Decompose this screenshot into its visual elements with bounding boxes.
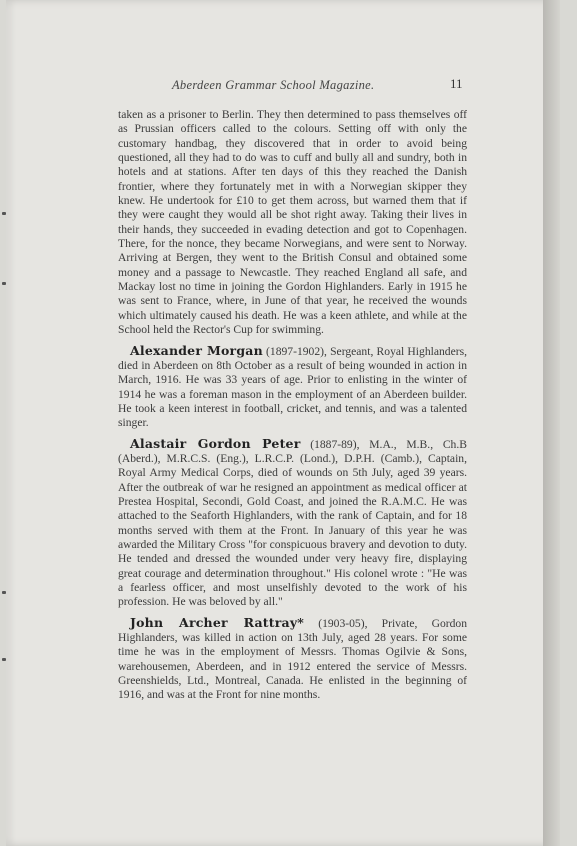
entry-name: John Archer Rattray* (130, 614, 305, 630)
page-binding-edge (543, 0, 560, 846)
entry-name: Alexander Morgan (130, 342, 263, 358)
entry-details: (1887-89), M.A., M.B., Ch.B (Aberd.), M.R.C.S. (Eng.), L.R.C.P. (Lond.), D.P.H. (Camb.), Captain, Royal Army Medical Corps, died of wounds on 5th July, aged 39 years. After the outbreak of war he resigned an appointment as medical officer at Prestea Hospital, Secondi, Gold Coast, and joined the R.A.M.C. He was attached to the Seaforth Highlanders, with the rank of Captain, and for 18 months served with them at the Front. In January of this year he was awarded the Military Cross "for conspicuous bravery and devotion to duty. He tended and dressed the wounded under very heavy fire, displaying great courage and determination throughout." His colonel wrote : "He was a fearless officer, and most unselfishly devoted to the work of his profession. He was beloved by all." (118, 437, 467, 609)
body-text (118, 108, 467, 703)
margin-mark (2, 282, 6, 285)
entry-name: Alastair Gordon Peter (130, 435, 301, 451)
obituary-entry (118, 437, 467, 610)
obituary-entry (118, 344, 467, 431)
entry-details: (1903-05), Private, Gordon Highlanders, was killed in action on 13th July, aged 28 years. For some time he was in the employment of Messrs. Thomas Ogilvie & Sons, warehousemen, Aberdeen, and in 1912 entered the service of Messrs. Greenshields, Ltd., Montreal, Canada. He enlisted in the beginning of 1916, and was at the Front for nine months. (118, 616, 467, 702)
margin-mark (2, 212, 6, 215)
obituary-entry (118, 616, 467, 703)
margin-mark (2, 658, 6, 661)
margin-mark (2, 591, 6, 594)
running-title: Aberdeen Grammar School Magazine. (172, 78, 375, 92)
page-number: 11 (450, 76, 463, 91)
continued-paragraph: taken as a prisoner to Berlin. They then determined to pass themselves off as Prussian officers called to the colours. Setting off with only the customary handbag, they discovered that in order to avoid being questioned, all they had to do was to cuff and bully all and sundry, both in hotels and at stations. After ten days of this they reached the Danish frontier, where they fortunately met in with a Norwegian skipper they knew. He undertook for £10 to get them across, but warned them that if they were caught they would all be shot right away. Taking their lives in their hands, they succeeded in evading detection and got to Copenhagen. There, for the nonce, they became Norwegians, and were sent to Norway. Arriving at Bergen, they went to the British Consul and obtained some money and a passage to Newcastle. They reached England all safe, and Mackay lost no time in joining the Gordon Highlanders. Early in 1915 he was sent to France, where, in June of that year, he received the wounds which ultimately caused his death. He was a keen athlete, and while at the School held the Rector's Cup for swimming. (118, 108, 467, 337)
entry-details: (1897-1902), Sergeant, Royal Highlanders, died in Aberdeen on 8th October as a result of being wounded in action in March, 1916. He was 33 years of age. Prior to enlisting in the winter of 1914 he was a foreman mason in the employment of an Aberdeen builder. He took a keen interest in football, cricket, and tennis, and was a talented singer. (118, 344, 467, 430)
